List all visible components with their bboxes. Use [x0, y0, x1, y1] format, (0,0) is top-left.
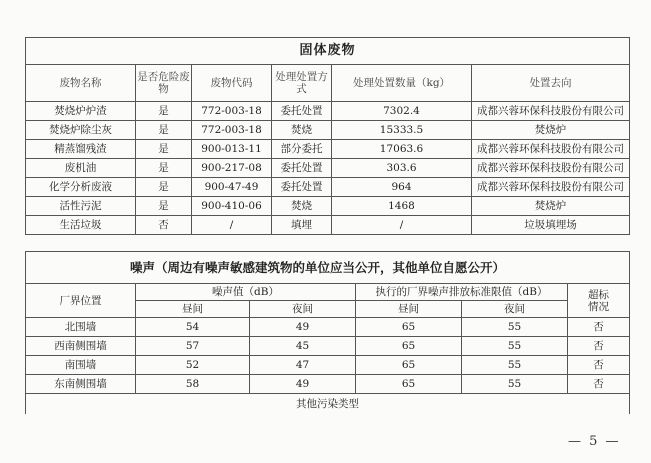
day-limit-cell: 65 [356, 318, 462, 337]
method-cell: 委托处置 [272, 159, 332, 178]
method-cell: 填埋 [272, 216, 332, 235]
hazardous-cell: 是 [136, 140, 192, 159]
destination-cell: 垃圾填埋场 [472, 216, 630, 235]
waste-name-cell: 精蒸馏残渣 [26, 140, 136, 159]
table-row [26, 337, 630, 356]
waste-name-cell: 焚烧炉炉渣 [26, 102, 136, 121]
waste-code-cell: / [192, 216, 272, 235]
day-value-cell: 57 [136, 337, 250, 356]
amount-cell: 1468 [332, 197, 472, 216]
other-pollution-label: 其他污染类型 [26, 394, 630, 415]
header-exceed: 超标情况 [568, 284, 630, 318]
waste-name-cell: 废机油 [26, 159, 136, 178]
noise-header-row [26, 284, 630, 301]
page-number: — 5 — [568, 434, 621, 449]
amount-cell: 15333.5 [332, 121, 472, 140]
waste-code-cell: 900-217-08 [192, 159, 272, 178]
waste-code-cell: 900-013-11 [192, 140, 272, 159]
destination-cell: 焚烧炉 [472, 197, 630, 216]
method-cell: 焚烧 [272, 197, 332, 216]
day-limit-cell: 65 [356, 356, 462, 375]
waste-code-cell: 772-003-18 [192, 121, 272, 140]
hazardous-cell: 是 [136, 102, 192, 121]
header-noise-limit: 执行的厂界噪声排放标准限值（dB） [356, 284, 568, 301]
header-limit-night: 夜间 [462, 301, 568, 318]
table-row [26, 318, 630, 337]
location-cell: 东南侧围墙 [26, 375, 136, 394]
night-limit-cell: 55 [462, 337, 568, 356]
exceed-cell: 否 [568, 337, 630, 356]
solid-waste-title: 固体废物 [26, 38, 630, 65]
hazardous-cell: 是 [136, 178, 192, 197]
amount-cell: 7302.4 [332, 102, 472, 121]
waste-name-cell: 生活垃圾 [26, 216, 136, 235]
day-limit-cell: 65 [356, 375, 462, 394]
noise-title: 噪声（周边有噪声敏感建筑物的单位应当公开，其他单位自愿公开） [26, 252, 630, 284]
hazardous-cell: 是 [136, 197, 192, 216]
exceed-cell: 否 [568, 318, 630, 337]
method-cell: 焚烧 [272, 121, 332, 140]
table-row [26, 159, 630, 178]
amount-cell: 17063.6 [332, 140, 472, 159]
table-row [26, 216, 630, 235]
solid-waste-header-row [26, 65, 630, 102]
table-row [26, 356, 630, 375]
table-row [26, 197, 630, 216]
exceed-cell: 否 [568, 356, 630, 375]
destination-cell: 成都兴蓉环保科技股份有限公司 [472, 178, 630, 197]
table-row [26, 140, 630, 159]
header-night: 夜间 [250, 301, 356, 318]
location-cell: 西南侧围墙 [26, 337, 136, 356]
header-waste-code: 废物代码 [192, 65, 272, 102]
waste-code-cell: 772-003-18 [192, 102, 272, 121]
waste-code-cell: 900-410-06 [192, 197, 272, 216]
method-cell: 委托处置 [272, 178, 332, 197]
night-value-cell: 45 [250, 337, 356, 356]
hazardous-cell: 否 [136, 216, 192, 235]
header-noise-value: 噪声值（dB） [136, 284, 356, 301]
header-day: 昼间 [136, 301, 250, 318]
noise-table [25, 251, 630, 414]
night-value-cell: 49 [250, 318, 356, 337]
header-location: 厂界位置 [26, 284, 136, 318]
waste-name-cell: 焚烧炉除尘灰 [26, 121, 136, 140]
header-is-hazardous: 是否危险废物 [136, 65, 192, 102]
night-limit-cell: 55 [462, 375, 568, 394]
waste-name-cell: 化学分析废液 [26, 178, 136, 197]
day-value-cell: 52 [136, 356, 250, 375]
method-cell: 委托处置 [272, 102, 332, 121]
table-row [26, 375, 630, 394]
table-row [26, 102, 630, 121]
hazardous-cell: 是 [136, 121, 192, 140]
waste-name-cell: 活性污泥 [26, 197, 136, 216]
day-value-cell: 58 [136, 375, 250, 394]
destination-cell: 焚烧炉 [472, 121, 630, 140]
header-disposal-destination: 处置去向 [472, 65, 630, 102]
header-waste-name: 废物名称 [26, 65, 136, 102]
night-value-cell: 47 [250, 356, 356, 375]
amount-cell: 303.6 [332, 159, 472, 178]
table-row [26, 178, 630, 197]
amount-cell: 964 [332, 178, 472, 197]
table-row [26, 121, 630, 140]
destination-cell: 成都兴蓉环保科技股份有限公司 [472, 140, 630, 159]
solid-waste-table [25, 37, 630, 235]
night-value-cell: 49 [250, 375, 356, 394]
destination-cell: 成都兴蓉环保科技股份有限公司 [472, 159, 630, 178]
destination-cell: 成都兴蓉环保科技股份有限公司 [472, 102, 630, 121]
waste-code-cell: 900-47-49 [192, 178, 272, 197]
header-disposal-method: 处理处置方式 [272, 65, 332, 102]
day-value-cell: 54 [136, 318, 250, 337]
day-limit-cell: 65 [356, 337, 462, 356]
hazardous-cell: 是 [136, 159, 192, 178]
header-disposal-amount: 处理处置数量（kg） [332, 65, 472, 102]
night-limit-cell: 55 [462, 356, 568, 375]
location-cell: 南围墙 [26, 356, 136, 375]
exceed-cell: 否 [568, 375, 630, 394]
night-limit-cell: 55 [462, 318, 568, 337]
location-cell: 北围墙 [26, 318, 136, 337]
amount-cell: / [332, 216, 472, 235]
header-limit-day: 昼间 [356, 301, 462, 318]
method-cell: 部分委托 [272, 140, 332, 159]
